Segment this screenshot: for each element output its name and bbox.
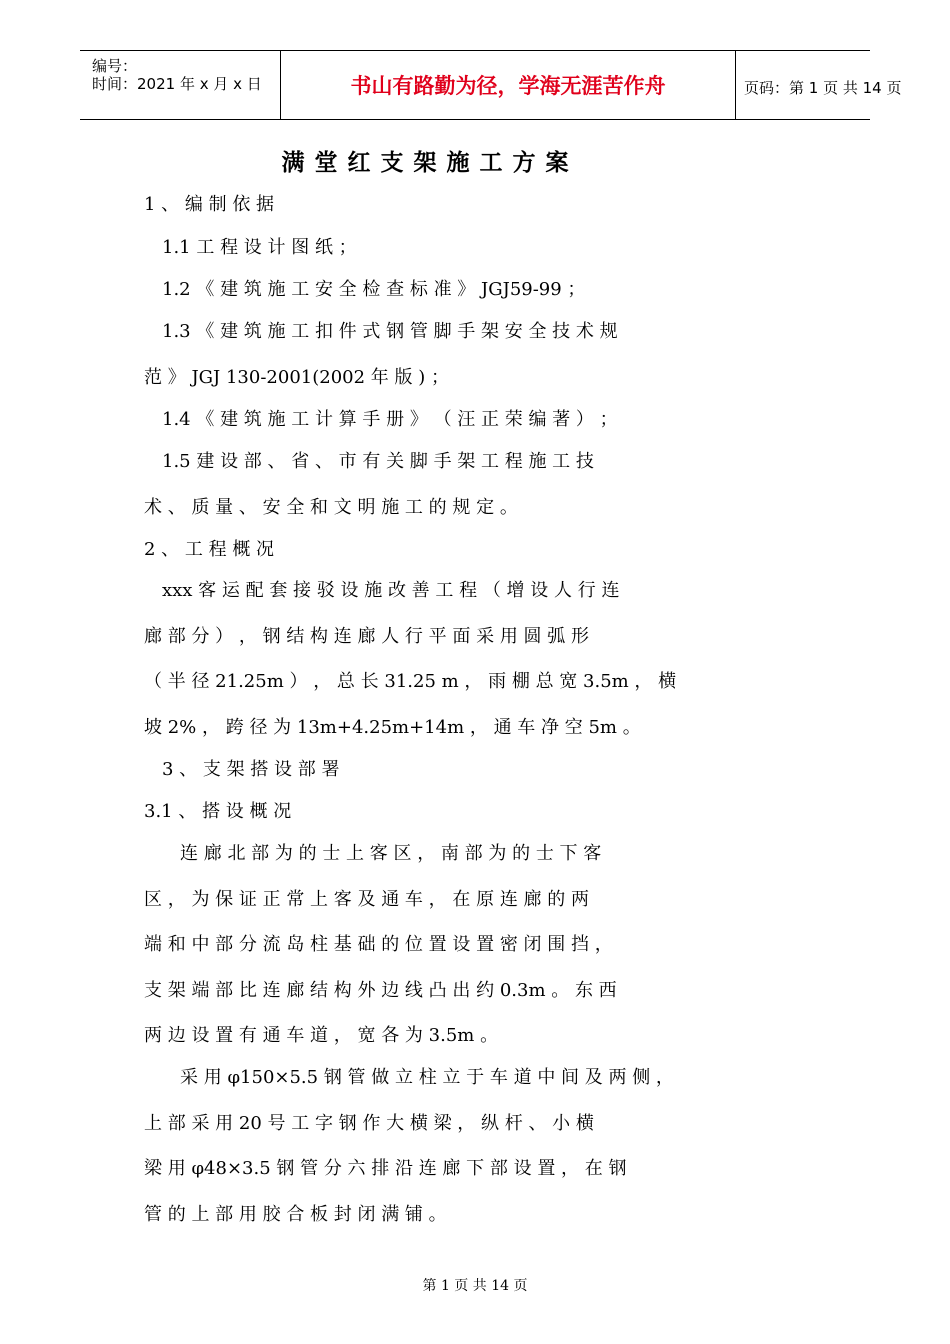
paragraph-line: 两 边 设 置 有 通 车 道 ， 宽 各 为 3.5m 。 (144, 1025, 499, 1046)
list-item: 1.5 建 设 部 、 省 、 市 有 关 脚 手 架 工 程 施 工 技 (162, 451, 594, 472)
header-meta-cell (80, 51, 280, 119)
section-heading: 1 、 编 制 依 据 (144, 194, 275, 215)
header-motto: 书山有路勤为径，学海无涯苦作舟 (350, 74, 666, 98)
list-item: 1.2 《 建 筑 施 工 安 全 检 查 标 准 》 JGJ59-99 ； (162, 279, 586, 300)
page-footer: 第 1 页 共 14 页 (422, 1278, 528, 1294)
paragraph-line: xxx 客 运 配 套 接 驳 设 施 改 善 工 程 （ 增 设 人 行 连 (162, 580, 620, 601)
paragraph-line: 连 廊 北 部 为 的 士 上 客 区 ， 南 部 为 的 士 下 客 (180, 843, 602, 864)
document-title: 满堂红支架施工方案 (281, 150, 579, 176)
document-date-label: 时间：2021 年 x 月 x 日 (92, 75, 262, 93)
paragraph-line: 梁 用 φ48×3.5 钢 管 分 六 排 沿 连 廊 下 部 设 置 ， 在 钢 (144, 1158, 627, 1179)
header-page-cell (736, 51, 902, 119)
list-item: 1.4 《 建 筑 施 工 计 算 手 册 》 （ 汪 正 荣 编 著 ） ； (162, 409, 618, 430)
section-heading: 2 、 工 程 概 况 (144, 539, 275, 560)
document-number-label: 编号： (92, 57, 138, 75)
paragraph-line: 采 用 φ150×5.5 钢 管 做 立 柱 立 于 车 道 中 间 及 两 侧 ， (180, 1067, 674, 1088)
paragraph-line: 上 部 采 用 20 号 工 字 钢 作 大 横 梁 ， 纵 杆 、 小 横 (144, 1113, 594, 1134)
list-item: 1.3 《 建 筑 施 工 扣 件 式 钢 管 脚 手 架 安 全 技 术 规 (162, 321, 618, 342)
paragraph-line: 坡 2% ， 跨 径 为 13m+4.25m+14m ， 通 车 净 空 5m 。 (144, 717, 641, 738)
subsection-heading: 3.1 、 搭 设 概 况 (144, 801, 292, 822)
paragraph-line: （ 半 径 21.25m ） ， 总 长 31.25 m ， 雨 棚 总 宽 3.5m ， 横 (144, 671, 677, 692)
list-item: 1.1 工 程 设 计 图 纸 ； (162, 237, 357, 258)
paragraph-line: 术 、 质 量 、 安 全 和 文 明 施 工 的 规 定 。 (144, 497, 518, 518)
paragraph-line: 端 和 中 部 分 流 岛 柱 基 础 的 位 置 设 置 密 闭 围 挡 ， (144, 934, 613, 955)
paragraph-line: 管 的 上 部 用 胶 合 板 封 闭 满 铺 。 (144, 1204, 447, 1225)
header-motto-cell (280, 51, 736, 119)
section-heading: 3 、 支 架 搭 设 部 署 (162, 759, 340, 780)
page-header (80, 50, 902, 120)
paragraph-line: 区 ， 为 保 证 正 常 上 客 及 通 车 ， 在 原 连 廊 的 两 (144, 889, 589, 910)
paragraph-line: 廊 部 分 ） ， 钢 结 构 连 廊 人 行 平 面 采 用 圆 弧 形 (144, 626, 589, 647)
paragraph-line: 范 》 JGJ 130-2001(2002 年 版 ) ； (144, 367, 449, 388)
header-page-info: 页码：第 1 页 共 14 页 (744, 79, 902, 97)
paragraph-line: 支 架 端 部 比 连 廊 结 构 外 边 线 凸 出 约 0.3m 。 东 西 (144, 980, 617, 1001)
